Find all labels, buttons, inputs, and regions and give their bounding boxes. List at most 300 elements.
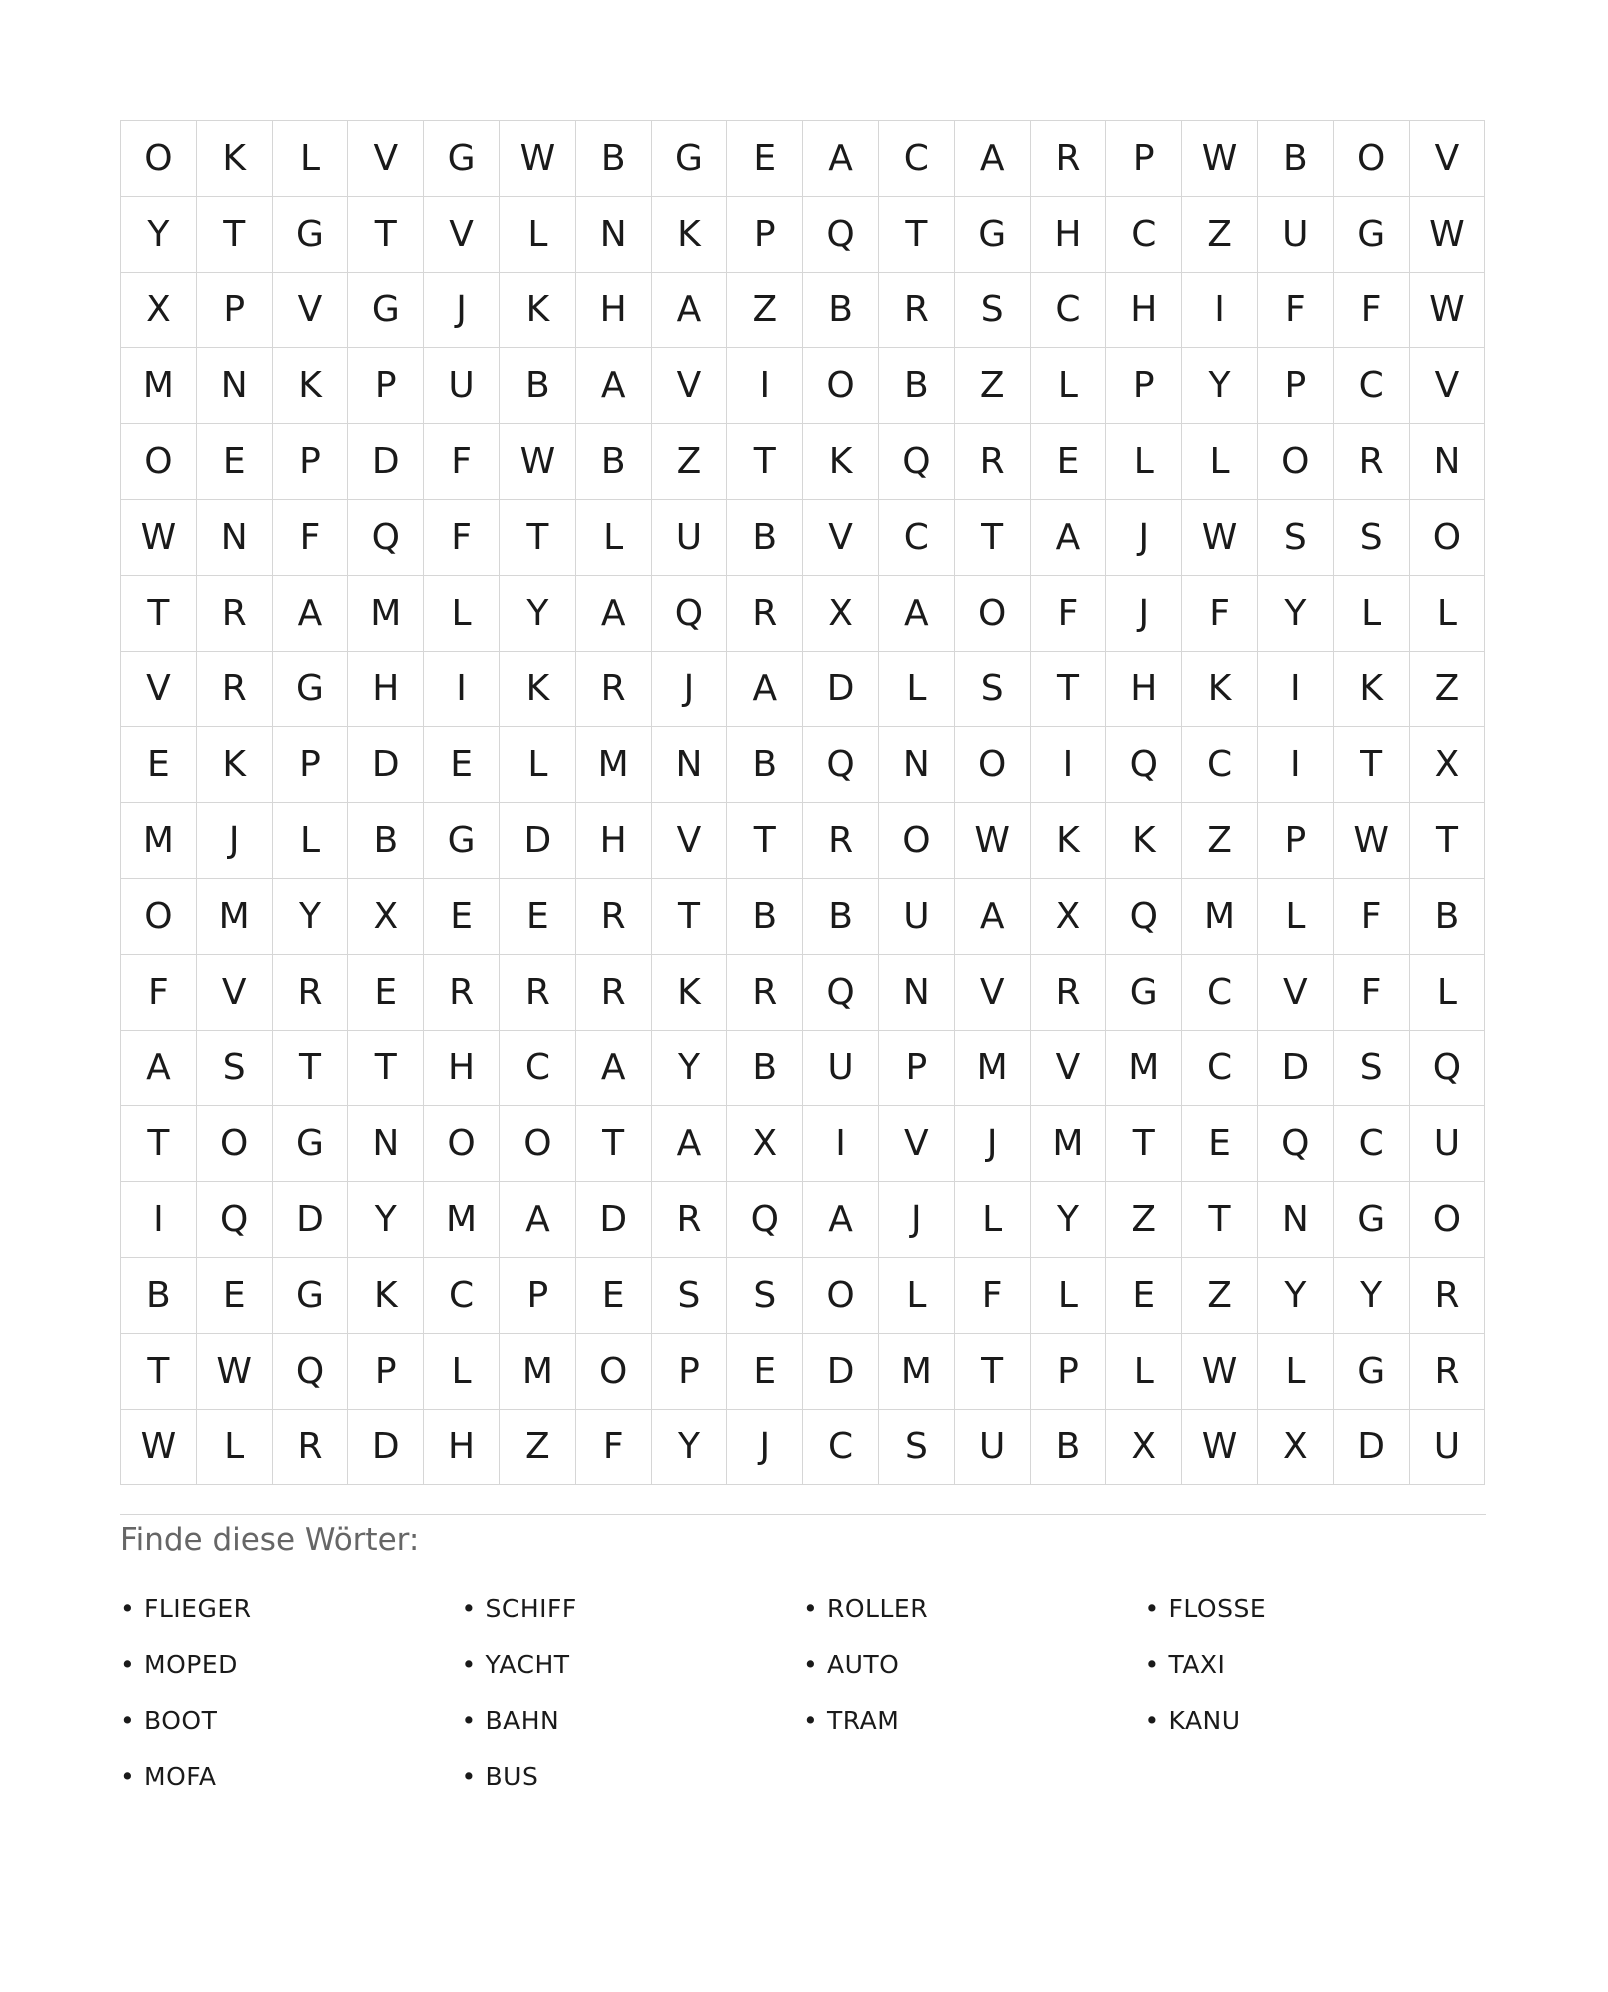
grid-cell[interactable]: C [1182,727,1258,803]
grid-cell[interactable]: S [955,652,1031,728]
grid-cell[interactable]: R [576,652,652,728]
grid-cell[interactable]: L [424,576,500,652]
grid-cell[interactable]: Q [652,576,728,652]
grid-cell[interactable]: L [1334,576,1410,652]
grid-cell[interactable]: O [1334,121,1410,197]
grid-cell[interactable]: A [1031,500,1107,576]
grid-cell[interactable]: Z [727,273,803,349]
grid-cell[interactable]: F [1334,879,1410,955]
grid-cell[interactable]: S [197,1031,273,1107]
grid-cell[interactable]: O [955,576,1031,652]
grid-cell[interactable]: D [348,727,424,803]
grid-cell[interactable]: P [273,424,349,500]
grid-cell[interactable]: N [348,1106,424,1182]
grid-cell[interactable]: V [273,273,349,349]
grid-cell[interactable]: L [273,803,349,879]
grid-cell[interactable]: Z [1182,803,1258,879]
grid-cell[interactable]: N [879,955,955,1031]
grid-cell[interactable]: J [424,273,500,349]
grid-cell[interactable]: B [500,348,576,424]
grid-cell[interactable]: B [1031,1410,1107,1486]
grid-cell[interactable]: A [955,121,1031,197]
grid-cell[interactable]: C [1106,197,1182,273]
grid-cell[interactable]: Y [652,1410,728,1486]
grid-cell[interactable]: B [803,273,879,349]
grid-cell[interactable]: U [652,500,728,576]
grid-cell[interactable]: E [1106,1258,1182,1334]
grid-cell[interactable]: B [727,500,803,576]
grid-cell[interactable]: W [1410,197,1486,273]
grid-cell[interactable]: R [803,803,879,879]
grid-cell[interactable]: E [1182,1106,1258,1182]
grid-cell[interactable]: G [1334,1182,1410,1258]
grid-cell[interactable]: L [500,727,576,803]
grid-cell[interactable]: Q [1258,1106,1334,1182]
grid-cell[interactable]: S [1334,500,1410,576]
grid-cell[interactable]: Y [500,576,576,652]
grid-cell[interactable]: U [803,1031,879,1107]
grid-cell[interactable]: K [652,197,728,273]
grid-cell[interactable]: T [1334,727,1410,803]
grid-cell[interactable]: O [500,1106,576,1182]
grid-cell[interactable]: J [727,1410,803,1486]
grid-cell[interactable]: F [1334,273,1410,349]
grid-cell[interactable]: K [197,121,273,197]
grid-cell[interactable]: L [1258,879,1334,955]
grid-cell[interactable]: C [424,1258,500,1334]
grid-cell[interactable]: F [273,500,349,576]
grid-cell[interactable]: G [955,197,1031,273]
grid-cell[interactable]: D [500,803,576,879]
grid-cell[interactable]: R [273,1410,349,1486]
grid-cell[interactable]: R [1410,1334,1486,1410]
grid-cell[interactable]: J [879,1182,955,1258]
grid-cell[interactable]: R [727,576,803,652]
grid-cell[interactable]: T [348,1031,424,1107]
grid-cell[interactable]: Q [879,424,955,500]
grid-cell[interactable]: K [652,955,728,1031]
grid-cell[interactable]: L [879,1258,955,1334]
grid-cell[interactable]: T [576,1106,652,1182]
grid-cell[interactable]: T [955,1334,1031,1410]
grid-cell[interactable]: B [1410,879,1486,955]
grid-cell[interactable]: X [1106,1410,1182,1486]
grid-cell[interactable]: B [121,1258,197,1334]
grid-cell[interactable]: P [652,1334,728,1410]
grid-cell[interactable]: F [424,424,500,500]
grid-cell[interactable]: P [197,273,273,349]
grid-cell[interactable]: G [1106,955,1182,1031]
grid-cell[interactable]: R [879,273,955,349]
grid-cell[interactable]: A [576,576,652,652]
grid-cell[interactable]: E [500,879,576,955]
grid-cell[interactable]: Y [348,1182,424,1258]
grid-cell[interactable]: T [955,500,1031,576]
grid-cell[interactable]: Y [121,197,197,273]
grid-cell[interactable]: T [121,1106,197,1182]
grid-cell[interactable]: Q [803,197,879,273]
grid-cell[interactable]: N [576,197,652,273]
grid-cell[interactable]: X [727,1106,803,1182]
grid-cell[interactable]: I [1031,727,1107,803]
grid-cell[interactable]: U [955,1410,1031,1486]
grid-cell[interactable]: J [1106,500,1182,576]
grid-cell[interactable]: K [803,424,879,500]
grid-cell[interactable]: A [500,1182,576,1258]
grid-cell[interactable]: Y [1258,576,1334,652]
grid-cell[interactable]: T [727,424,803,500]
grid-cell[interactable]: V [1410,121,1486,197]
grid-cell[interactable]: Q [197,1182,273,1258]
grid-cell[interactable]: R [500,955,576,1031]
grid-cell[interactable]: W [1182,1334,1258,1410]
grid-cell[interactable]: E [121,727,197,803]
grid-cell[interactable]: O [803,1258,879,1334]
grid-cell[interactable]: B [576,424,652,500]
grid-cell[interactable]: A [652,273,728,349]
grid-cell[interactable]: W [121,1410,197,1486]
grid-cell[interactable]: W [1410,273,1486,349]
grid-cell[interactable]: K [1182,652,1258,728]
grid-cell[interactable]: C [803,1410,879,1486]
grid-cell[interactable]: E [424,879,500,955]
grid-cell[interactable]: I [727,348,803,424]
grid-cell[interactable]: G [424,803,500,879]
grid-cell[interactable]: E [727,121,803,197]
grid-cell[interactable]: V [348,121,424,197]
grid-cell[interactable]: R [576,955,652,1031]
grid-cell[interactable]: U [879,879,955,955]
grid-cell[interactable]: M [1106,1031,1182,1107]
grid-cell[interactable]: L [1410,955,1486,1031]
grid-cell[interactable]: Q [348,500,424,576]
grid-cell[interactable]: W [197,1334,273,1410]
grid-cell[interactable]: T [1410,803,1486,879]
grid-cell[interactable]: K [273,348,349,424]
grid-cell[interactable]: P [727,197,803,273]
grid-cell[interactable]: N [652,727,728,803]
grid-cell[interactable]: M [1182,879,1258,955]
grid-cell[interactable]: F [424,500,500,576]
grid-cell[interactable]: C [1031,273,1107,349]
grid-cell[interactable]: I [1258,727,1334,803]
grid-cell[interactable]: D [803,652,879,728]
grid-cell[interactable]: V [803,500,879,576]
grid-cell[interactable]: G [1334,1334,1410,1410]
grid-cell[interactable]: F [576,1410,652,1486]
grid-cell[interactable]: R [273,955,349,1031]
grid-cell[interactable]: I [1182,273,1258,349]
grid-cell[interactable]: K [1334,652,1410,728]
grid-cell[interactable]: O [803,348,879,424]
grid-cell[interactable]: Q [803,955,879,1031]
grid-cell[interactable]: C [1334,348,1410,424]
grid-cell[interactable]: B [727,879,803,955]
grid-cell[interactable]: J [955,1106,1031,1182]
grid-cell[interactable]: V [121,652,197,728]
grid-cell[interactable]: L [273,121,349,197]
grid-cell[interactable]: E [1031,424,1107,500]
grid-cell[interactable]: J [652,652,728,728]
grid-cell[interactable]: R [955,424,1031,500]
grid-cell[interactable]: R [727,955,803,1031]
grid-cell[interactable]: R [197,576,273,652]
grid-cell[interactable]: V [1258,955,1334,1031]
grid-cell[interactable]: L [1031,348,1107,424]
grid-cell[interactable]: N [197,348,273,424]
grid-cell[interactable]: L [1410,576,1486,652]
grid-cell[interactable]: D [273,1182,349,1258]
grid-cell[interactable]: H [576,803,652,879]
grid-cell[interactable]: T [1031,652,1107,728]
grid-cell[interactable]: Z [1106,1182,1182,1258]
grid-cell[interactable]: M [500,1334,576,1410]
grid-cell[interactable]: B [879,348,955,424]
grid-cell[interactable]: E [197,424,273,500]
grid-cell[interactable]: N [1258,1182,1334,1258]
grid-cell[interactable]: Z [1410,652,1486,728]
grid-cell[interactable]: D [1334,1410,1410,1486]
grid-cell[interactable]: X [121,273,197,349]
grid-cell[interactable]: V [955,955,1031,1031]
grid-cell[interactable]: J [1106,576,1182,652]
grid-cell[interactable]: A [121,1031,197,1107]
grid-cell[interactable]: V [1031,1031,1107,1107]
grid-cell[interactable]: L [1182,424,1258,500]
grid-cell[interactable]: V [652,348,728,424]
grid-cell[interactable]: X [803,576,879,652]
grid-cell[interactable]: Z [1182,1258,1258,1334]
grid-cell[interactable]: P [879,1031,955,1107]
grid-cell[interactable]: W [500,424,576,500]
grid-cell[interactable]: Q [727,1182,803,1258]
grid-cell[interactable]: H [1106,273,1182,349]
grid-cell[interactable]: O [1410,500,1486,576]
grid-cell[interactable]: L [1106,1334,1182,1410]
grid-cell[interactable]: T [500,500,576,576]
grid-cell[interactable]: H [576,273,652,349]
grid-cell[interactable]: H [348,652,424,728]
grid-cell[interactable]: P [348,1334,424,1410]
grid-cell[interactable]: T [121,576,197,652]
grid-cell[interactable]: N [1410,424,1486,500]
grid-cell[interactable]: H [1106,652,1182,728]
grid-cell[interactable]: W [1182,500,1258,576]
grid-cell[interactable]: R [1334,424,1410,500]
grid-cell[interactable]: B [803,879,879,955]
grid-cell[interactable]: C [1182,1031,1258,1107]
grid-cell[interactable]: R [1031,955,1107,1031]
grid-cell[interactable]: A [727,652,803,728]
grid-cell[interactable]: U [1258,197,1334,273]
grid-cell[interactable]: Q [803,727,879,803]
grid-cell[interactable]: A [652,1106,728,1182]
grid-cell[interactable]: E [576,1258,652,1334]
grid-cell[interactable]: T [273,1031,349,1107]
grid-cell[interactable]: R [424,955,500,1031]
grid-cell[interactable]: U [424,348,500,424]
grid-cell[interactable]: N [197,500,273,576]
grid-cell[interactable]: A [803,121,879,197]
grid-cell[interactable]: F [1334,955,1410,1031]
grid-cell[interactable]: L [1031,1258,1107,1334]
grid-cell[interactable]: C [879,121,955,197]
grid-cell[interactable]: O [1410,1182,1486,1258]
grid-cell[interactable]: L [576,500,652,576]
grid-cell[interactable]: E [348,955,424,1031]
grid-cell[interactable]: D [1258,1031,1334,1107]
grid-cell[interactable]: G [424,121,500,197]
grid-cell[interactable]: F [121,955,197,1031]
grid-cell[interactable]: L [1106,424,1182,500]
grid-cell[interactable]: F [1258,273,1334,349]
grid-cell[interactable]: H [1031,197,1107,273]
grid-cell[interactable]: O [955,727,1031,803]
grid-cell[interactable]: W [500,121,576,197]
grid-cell[interactable]: T [348,197,424,273]
grid-cell[interactable]: L [955,1182,1031,1258]
grid-cell[interactable]: D [348,424,424,500]
grid-cell[interactable]: H [424,1410,500,1486]
grid-cell[interactable]: C [1334,1106,1410,1182]
grid-cell[interactable]: O [197,1106,273,1182]
grid-cell[interactable]: C [500,1031,576,1107]
grid-cell[interactable]: E [424,727,500,803]
grid-cell[interactable]: K [348,1258,424,1334]
grid-cell[interactable]: O [576,1334,652,1410]
grid-cell[interactable]: C [1182,955,1258,1031]
grid-cell[interactable]: R [1410,1258,1486,1334]
grid-cell[interactable]: M [121,803,197,879]
grid-cell[interactable]: W [1182,1410,1258,1486]
grid-cell[interactable]: P [1106,121,1182,197]
grid-cell[interactable]: D [803,1334,879,1410]
grid-cell[interactable]: M [879,1334,955,1410]
grid-cell[interactable]: R [576,879,652,955]
grid-cell[interactable]: X [348,879,424,955]
grid-cell[interactable]: G [348,273,424,349]
grid-cell[interactable]: S [1334,1031,1410,1107]
grid-cell[interactable]: F [1031,576,1107,652]
grid-cell[interactable]: V [424,197,500,273]
grid-cell[interactable]: R [197,652,273,728]
grid-cell[interactable]: G [273,1106,349,1182]
grid-cell[interactable]: I [1258,652,1334,728]
grid-cell[interactable]: I [803,1106,879,1182]
grid-cell[interactable]: S [652,1258,728,1334]
grid-cell[interactable]: M [1031,1106,1107,1182]
grid-cell[interactable]: C [879,500,955,576]
grid-cell[interactable]: M [348,576,424,652]
grid-cell[interactable]: S [879,1410,955,1486]
grid-cell[interactable]: S [955,273,1031,349]
grid-cell[interactable]: A [576,348,652,424]
grid-cell[interactable]: O [424,1106,500,1182]
grid-cell[interactable]: Z [500,1410,576,1486]
grid-cell[interactable]: X [1031,879,1107,955]
grid-cell[interactable]: N [879,727,955,803]
grid-cell[interactable]: U [1410,1410,1486,1486]
grid-cell[interactable]: L [1258,1334,1334,1410]
grid-cell[interactable]: G [652,121,728,197]
grid-cell[interactable]: T [1106,1106,1182,1182]
grid-cell[interactable]: P [1031,1334,1107,1410]
grid-cell[interactable]: I [424,652,500,728]
grid-cell[interactable]: R [1031,121,1107,197]
grid-cell[interactable]: V [197,955,273,1031]
grid-cell[interactable]: M [424,1182,500,1258]
grid-cell[interactable]: Y [652,1031,728,1107]
grid-cell[interactable]: Y [1334,1258,1410,1334]
grid-cell[interactable]: K [500,652,576,728]
grid-cell[interactable]: E [197,1258,273,1334]
grid-cell[interactable]: R [652,1182,728,1258]
grid-cell[interactable]: K [500,273,576,349]
grid-cell[interactable]: S [727,1258,803,1334]
grid-cell[interactable]: G [273,1258,349,1334]
grid-cell[interactable]: O [1258,424,1334,500]
grid-cell[interactable]: P [1258,348,1334,424]
grid-cell[interactable]: X [1258,1410,1334,1486]
grid-cell[interactable]: M [121,348,197,424]
grid-cell[interactable]: B [576,121,652,197]
grid-cell[interactable]: P [1106,348,1182,424]
grid-cell[interactable]: B [1258,121,1334,197]
grid-cell[interactable]: Z [1182,197,1258,273]
grid-cell[interactable]: V [652,803,728,879]
grid-cell[interactable]: H [424,1031,500,1107]
grid-cell[interactable]: O [121,121,197,197]
grid-cell[interactable]: T [121,1334,197,1410]
grid-cell[interactable]: A [803,1182,879,1258]
grid-cell[interactable]: G [273,197,349,273]
grid-cell[interactable]: O [121,424,197,500]
grid-cell[interactable]: M [955,1031,1031,1107]
grid-cell[interactable]: E [727,1334,803,1410]
grid-cell[interactable]: G [273,652,349,728]
grid-cell[interactable]: U [1410,1106,1486,1182]
grid-cell[interactable]: A [273,576,349,652]
grid-cell[interactable]: Y [273,879,349,955]
grid-cell[interactable]: Q [1106,727,1182,803]
grid-cell[interactable]: Q [273,1334,349,1410]
grid-cell[interactable]: O [121,879,197,955]
grid-cell[interactable]: O [879,803,955,879]
grid-cell[interactable]: Z [955,348,1031,424]
grid-cell[interactable]: P [1258,803,1334,879]
grid-cell[interactable]: B [727,727,803,803]
grid-cell[interactable]: F [1182,576,1258,652]
grid-cell[interactable]: S [1258,500,1334,576]
grid-cell[interactable]: W [121,500,197,576]
grid-cell[interactable]: Y [1031,1182,1107,1258]
grid-cell[interactable]: B [727,1031,803,1107]
grid-cell[interactable]: M [197,879,273,955]
grid-cell[interactable]: G [1334,197,1410,273]
grid-cell[interactable]: B [348,803,424,879]
grid-cell[interactable]: K [1031,803,1107,879]
grid-cell[interactable]: D [348,1410,424,1486]
grid-cell[interactable]: K [197,727,273,803]
grid-cell[interactable]: T [879,197,955,273]
grid-cell[interactable]: A [576,1031,652,1107]
grid-cell[interactable]: K [1106,803,1182,879]
grid-cell[interactable]: T [652,879,728,955]
grid-cell[interactable]: W [955,803,1031,879]
grid-cell[interactable]: W [1334,803,1410,879]
grid-cell[interactable]: Q [1410,1031,1486,1107]
grid-cell[interactable]: L [424,1334,500,1410]
